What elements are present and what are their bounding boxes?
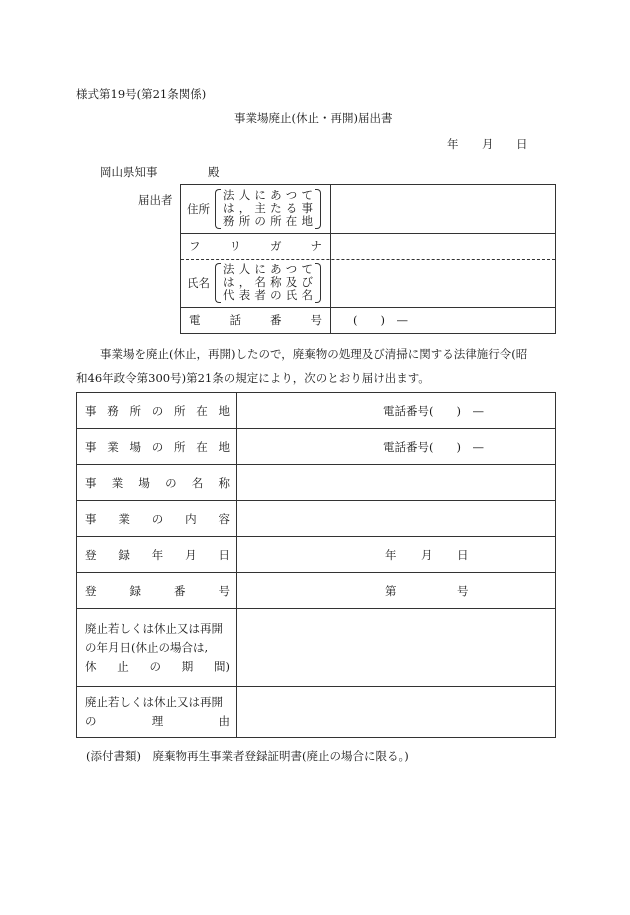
reg-number-label: 登 録 番 号 (85, 583, 230, 598)
date-month: 月 (482, 137, 494, 151)
name-note-line: 法 人 に あ つ て (223, 262, 313, 276)
period-label-line-3: 休 止 の 期 間) (85, 659, 230, 673)
address-label: 住所 (187, 202, 210, 216)
name-note (215, 263, 321, 303)
address-note (215, 189, 321, 229)
reg-number-prefix: 第 (385, 583, 397, 598)
reg-number-field[interactable] (237, 573, 555, 608)
reason-label-line-1: 廃止若しくは休止又は再開 (85, 695, 223, 709)
reg-number-label-cell (77, 573, 237, 608)
addressee-honorific: 殿 (208, 165, 220, 179)
period-row (77, 609, 555, 687)
business-content-label: 事 業 の 内 容 (85, 511, 230, 526)
address-note-line: 法 人 に あ つ て (223, 188, 313, 202)
reg-number-suffix: 号 (457, 583, 469, 598)
reg-date-label-cell (77, 537, 237, 572)
office-address-label: 事 務 所 の 所 在 地 (85, 403, 230, 418)
phone-field[interactable] (331, 307, 555, 333)
site-phone: 電話番号( ) — (383, 439, 484, 454)
name-note-line: 代 表 者 の 氏 名 (223, 288, 313, 302)
body-text-line-1: 事業場を廃止(休止，再開)したので，廃棄物の処理及び清掃に関する法律施行令(昭 (100, 347, 528, 361)
reg-date-label: 登 録 年 月 日 (85, 547, 230, 562)
site-address-row (77, 429, 555, 465)
reg-date-day: 日 (457, 547, 469, 562)
site-address-field[interactable] (237, 429, 555, 464)
business-content-field[interactable] (237, 501, 555, 536)
date-day: 日 (516, 137, 528, 151)
name-label: 氏名 (187, 276, 210, 290)
address-row (181, 185, 555, 234)
furigana-label: フ リ ガ ナ (189, 239, 322, 253)
phone-label: 電 話 番 号 (189, 313, 322, 327)
office-phone: 電話番号( ) — (383, 403, 484, 418)
business-content-row (77, 501, 555, 537)
applicant-table (180, 184, 556, 334)
site-address-label-cell (77, 429, 237, 464)
furigana-label-cell (181, 233, 331, 259)
furigana-row (181, 233, 555, 260)
body-text-line-2: 和46年政令第300号)第21条の規定により，次のとおり届け出ます。 (76, 371, 430, 385)
phone-format: ( ) — (353, 313, 408, 327)
address-note-line: は ， 主 た る 事 (223, 201, 313, 215)
office-address-label-cell (77, 393, 237, 428)
reg-date-field[interactable] (237, 537, 555, 572)
site-name-label: 事 業 場 の 名 称 (85, 475, 230, 490)
name-row (181, 259, 555, 308)
reg-number-row (77, 573, 555, 609)
address-note-line: 務 所 の 所 在 地 (223, 214, 313, 228)
office-address-row (77, 393, 555, 429)
name-note-line: は ， 名 称 及 び (223, 275, 313, 289)
name-field[interactable] (331, 259, 555, 307)
details-table (76, 392, 556, 738)
site-name-field[interactable] (237, 465, 555, 500)
address-label-cell (181, 185, 331, 233)
reg-date-year: 年 (385, 547, 397, 562)
furigana-field[interactable] (331, 233, 555, 259)
attachments-note: (添付書類) 廃棄物再生事業者登録証明書(廃止の場合に限る。) (86, 749, 409, 763)
reg-date-row (77, 537, 555, 573)
reason-field[interactable] (237, 687, 555, 737)
addressee-name: 岡山県知事 (100, 165, 158, 179)
address-field[interactable] (331, 185, 555, 233)
phone-label-cell (181, 307, 331, 333)
date-year: 年 (447, 137, 459, 151)
site-address-label: 事 業 場 の 所 在 地 (85, 439, 230, 454)
form-title: 事業場廃止(休止・再開)届出書 (234, 111, 393, 125)
site-name-row (77, 465, 555, 501)
form-number: 様式第19号(第21条関係) (76, 87, 207, 101)
office-address-field[interactable] (237, 393, 555, 428)
name-label-cell (181, 259, 331, 307)
period-field[interactable] (237, 609, 555, 686)
reg-date-month: 月 (421, 547, 433, 562)
phone-row (181, 307, 555, 333)
reason-label-cell (77, 687, 237, 737)
business-content-label-cell (77, 501, 237, 536)
reason-label-line-2: の 理 由 (85, 714, 230, 728)
reason-row (77, 687, 555, 737)
period-label-cell (77, 609, 237, 686)
site-name-label-cell (77, 465, 237, 500)
applicant-label: 届出者 (138, 193, 173, 207)
period-label (85, 619, 230, 676)
reason-label (85, 693, 230, 731)
period-label-line-1: 廃止若しくは休止又は再開 (85, 621, 223, 635)
period-label-line-2: の年月日(休止の場合は, (85, 640, 209, 654)
